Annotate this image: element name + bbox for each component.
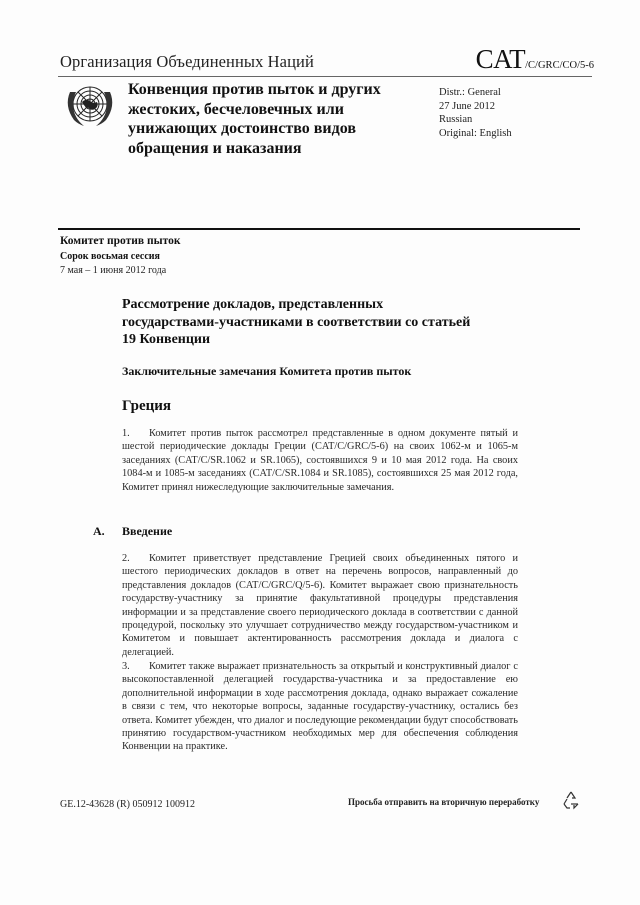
paragraph-text: Комитет также выражает признательность за открытый и конструктивный диалог с высокопоставленной делегацией государства-участника и за предоставление ею дополнительной информации в ходе рассмотрения доклада, однако выражает сожаление в связи с тем, что некоторые вопросы, заданные государству-участнику, остались без ответа. Комитет убежден, что диалог и последующие рекомендации будут способствовать принятию государством-участником необходимых мер для обеспечения соблюдения Конвенции на практике. — [122, 661, 518, 753]
distribution-block — [439, 86, 512, 140]
paragraph-2 — [122, 552, 518, 659]
language-line: Russian — [439, 114, 473, 125]
distr-line: Distr.: General — [439, 87, 501, 98]
symbol-rest: /C/GRC/CO/5-6 — [525, 60, 594, 71]
paragraph-text: Комитет приветствует представление Грецией своих объединенных пятого и шестого периодических докладов в ответ на перечень вопросов, направленный до представления докладов (CAT/C/GRC/Q/5-6). Комитет выражает свою признательность государству-участнику за принятие факультативной процедуры представления информации и за представление своего периодического доклада в соответствии с данной процедурой, поскольку это улучшает сотрудничество между государством-участником и Комитетом и повышает актентированность рассмотрения доклада и диалога с делегацией. — [122, 553, 518, 658]
paragraph-number: 2. — [122, 553, 130, 564]
paragraph-3 — [122, 660, 518, 754]
header-rule — [58, 76, 592, 77]
symbol-main: CAT — [475, 44, 526, 74]
paragraph-number: 3. — [122, 661, 130, 672]
organization-name: Организация Объединенных Наций — [60, 52, 314, 71]
date-line: 27 June 2012 — [439, 100, 495, 112]
session-name: Сорок восьмая сессия — [60, 251, 160, 262]
committee-name: Комитет против пыток — [60, 235, 181, 247]
country-heading: Греция — [122, 398, 171, 414]
section-letter: A. — [93, 524, 105, 538]
un-emblem-icon — [64, 82, 116, 132]
document-symbol — [476, 44, 594, 75]
convention-title: Конвенция против пыток и других жестоких, бесчеловечных или унижающих достоинство видов обращения и наказания — [128, 81, 381, 157]
section-title: Введение — [122, 524, 173, 538]
section-rule — [58, 228, 580, 230]
paragraph-1 — [122, 427, 518, 494]
concluding-title: Заключительные замечания Комитета против пыток — [122, 364, 412, 378]
recycle-icon — [561, 790, 581, 810]
paragraph-text: Комитет против пыток рассмотрел представленные в одном документе пятый и шестой периодические доклады Греции (CAT/C/GRC/5-6) на своих 1062-м и 1065-м заседаниях (CAT/C/SR.1062 и SR.1065), состоявшихся 9 и 10 мая 2012 года. На своих 1084-м и 1085-м заседаниях (CAT/C/SR.1084 и SR.1085), состоявшихся 25 мая 2012 года, Комитет принял нижеследующие заключительные замечания. — [122, 428, 518, 493]
recycle-text: Просьба отправить на вторичную переработку — [348, 797, 540, 807]
consideration-title: Рассмотрение докладов, представленных государствами-участниками в соответствии со статьей 19 Конвенции — [122, 297, 471, 347]
paragraph-number: 1. — [122, 428, 130, 439]
original-line: Original: English — [439, 127, 512, 139]
session-dates: 7 мая – 1 июня 2012 года — [60, 265, 167, 276]
job-number: GE.12-43628 (R) 050912 100912 — [60, 799, 195, 810]
